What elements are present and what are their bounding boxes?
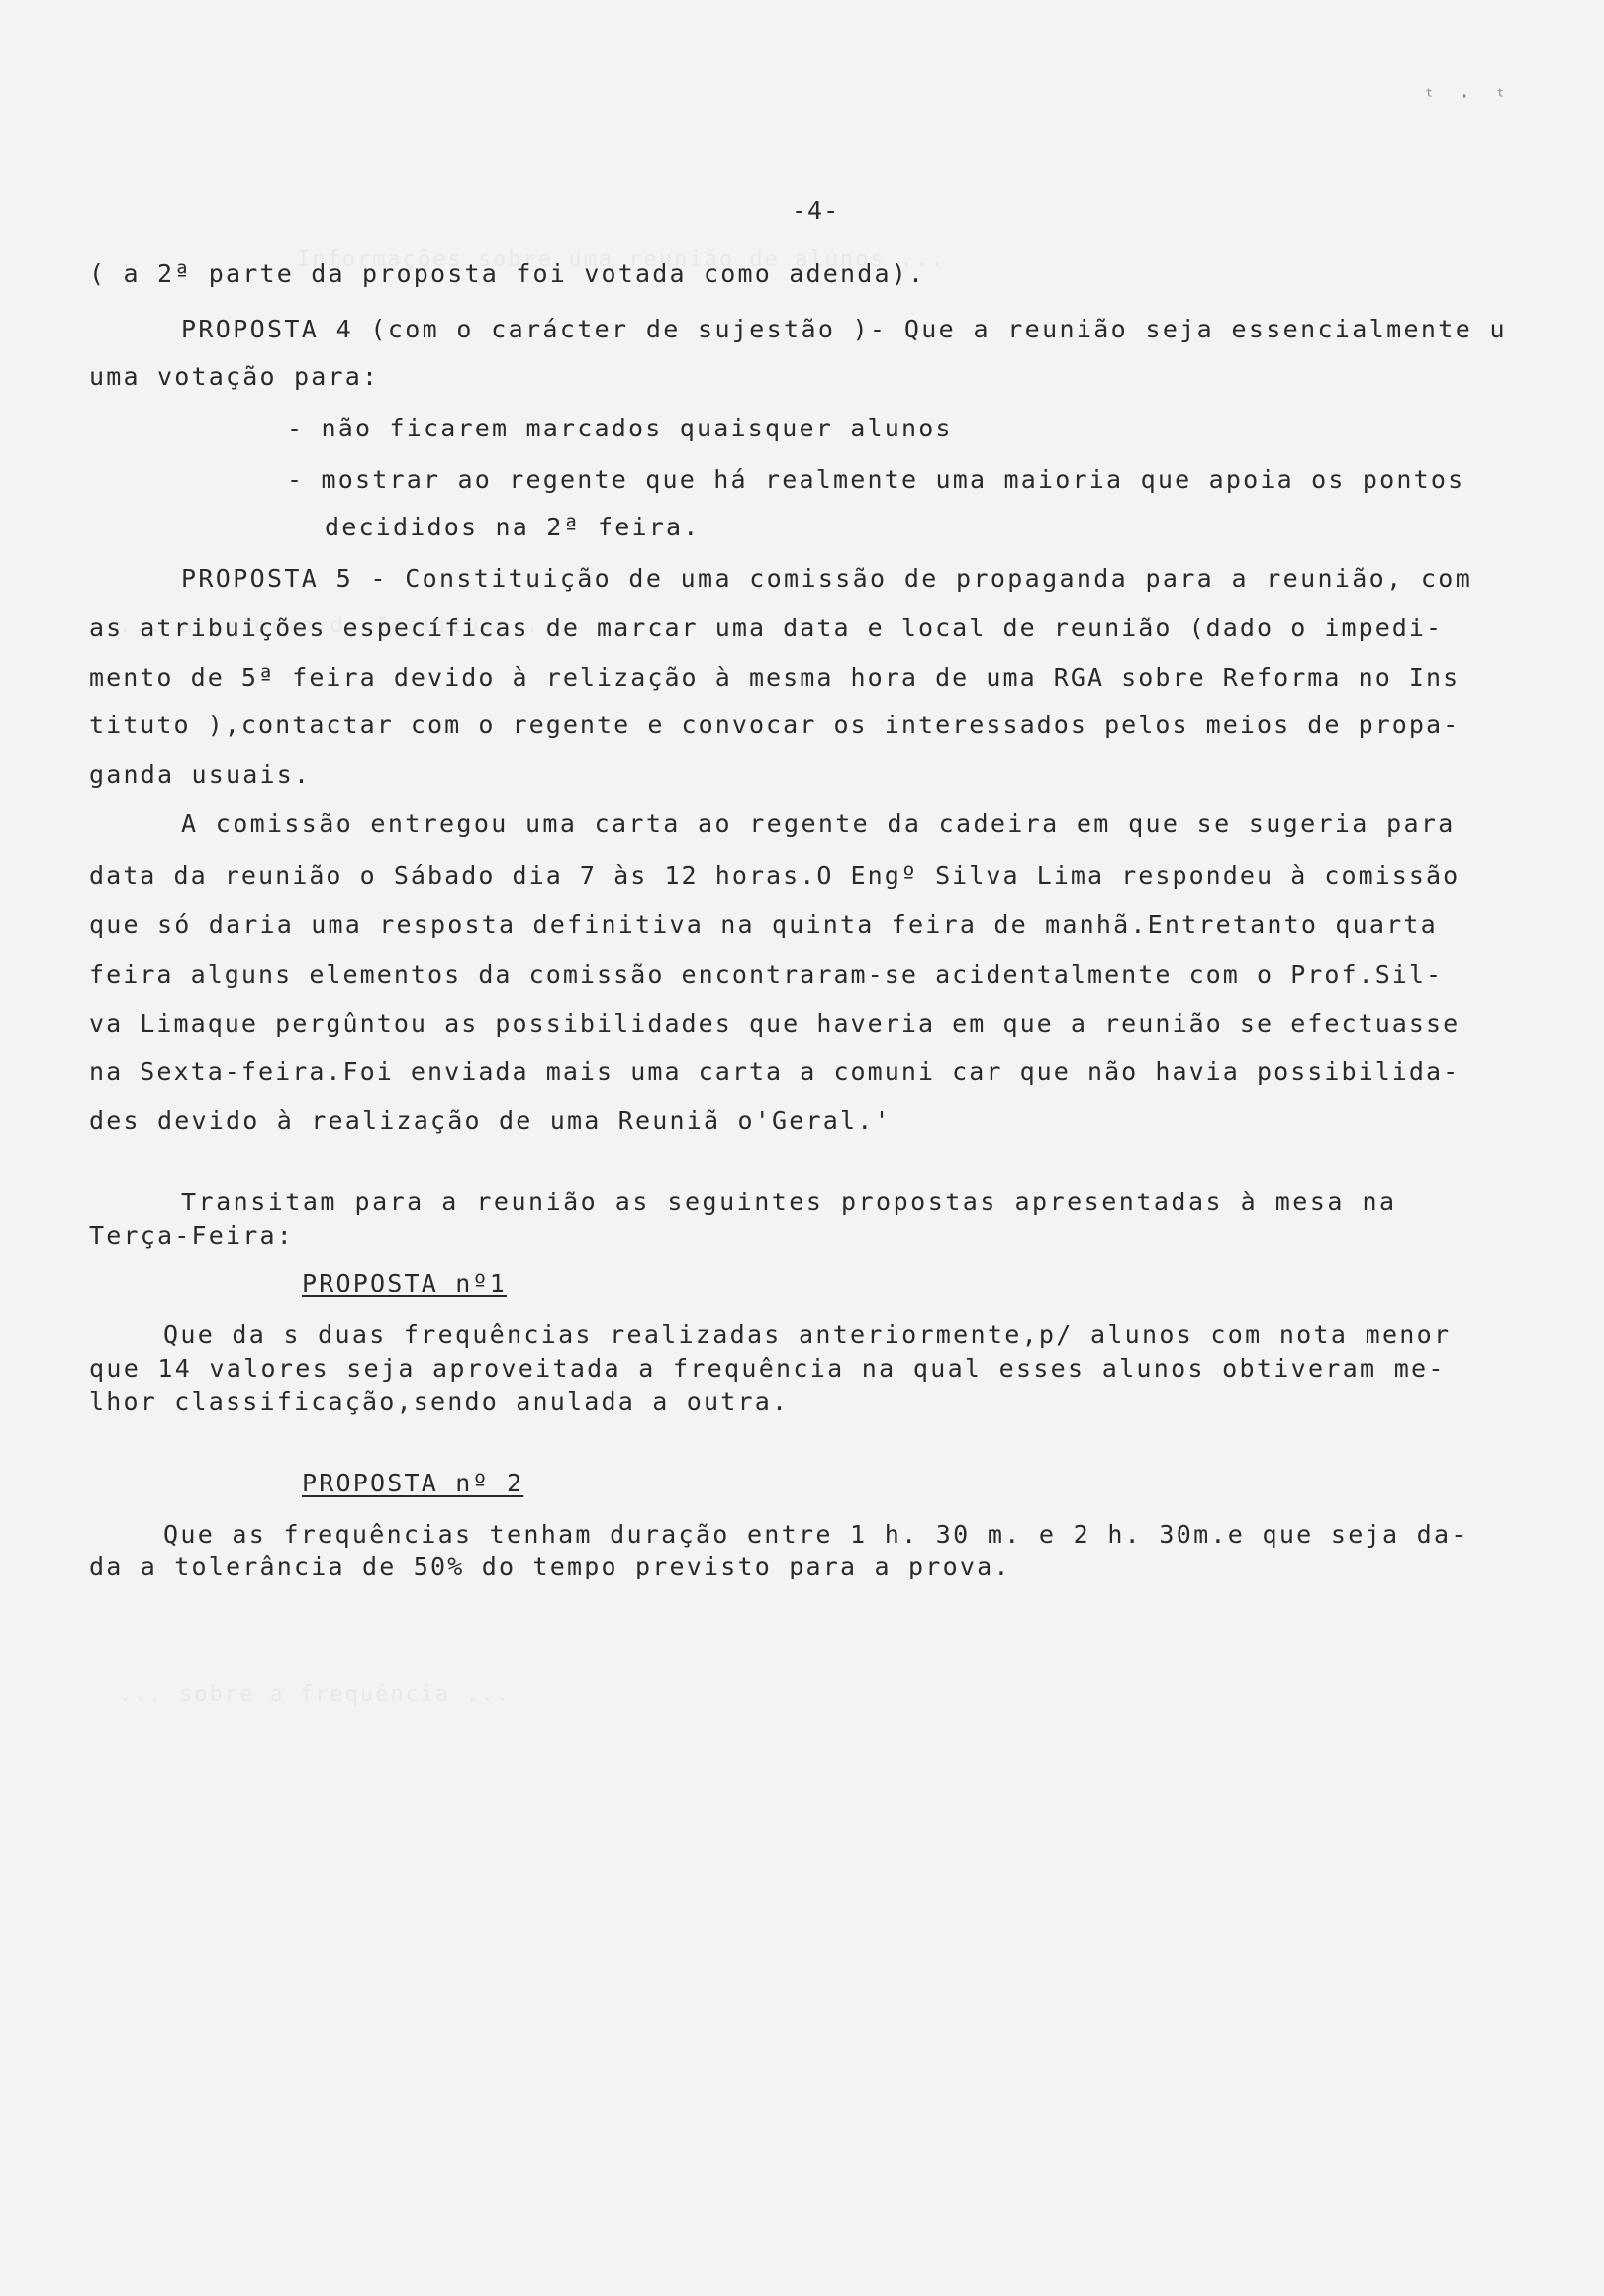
text-line: decididos na 2ª feira. xyxy=(325,513,701,541)
bullet-line: - não ficarem marcados quaisquer alunos xyxy=(287,414,953,442)
proposal-4-heading-line: PROPOSTA 4 (com o carácter de sujestão )- Que a reunião seja essencialmente u xyxy=(181,315,1507,343)
text-line: feira alguns elementos da comissão encontraram-se acidentalmente com o Prof.Sil- xyxy=(89,960,1444,989)
text-line: va Limaque pergûntou as possibilidades que haveria em que a reunião se efectuasse xyxy=(89,1009,1461,1038)
text-line: ( a 2ª parte da proposta foi votada como adenda). xyxy=(89,259,926,288)
text-line: A comissão entregou uma carta ao regente da cadeira em que se sugeria para xyxy=(181,810,1456,838)
text-line: lhor classificação,sendo anulada a outra. xyxy=(89,1387,790,1416)
text-line: Que as frequências tenham duração entre 1 h. 30 m. e 2 h. 30m.e que seja da- xyxy=(163,1520,1468,1549)
text-line: data da reunião o Sábado dia 7 às 12 horas.O Engº Silva Lima respondeu à comissão xyxy=(89,861,1461,890)
bullet-line: - mostrar ao regente que há realmente uma maioria que apoia os pontos xyxy=(287,465,1465,494)
text-line: que só daria uma resposta definitiva na quinta feira de manhã.Entretanto quarta xyxy=(89,910,1438,939)
proposal-1-heading: PROPOSTA nº1 xyxy=(302,1269,508,1297)
bleed-through-text xyxy=(119,1682,511,1707)
text-line: tituto ),contactar com o regente e convocar os interessados pelos meios de propa- xyxy=(89,711,1461,739)
text-line: na Sexta-feira.Foi enviada mais uma carta a comuni car que não havia possibilida- xyxy=(89,1057,1461,1086)
text-line: da a tolerância de 50% do tempo previsto para a prova. xyxy=(89,1552,1011,1580)
text-line: mento de 5ª feira devido à relização à mesma hora de uma RGA sobre Reforma no Ins xyxy=(89,663,1461,692)
text-line: des devido à realização de uma Reuniã o'Geral.' xyxy=(89,1106,892,1135)
text-line: Que da s duas frequências realizadas anteriormente,p/ alunos com nota menor xyxy=(163,1320,1452,1349)
text-line: uma votação para: xyxy=(89,362,380,391)
page-number: -4- xyxy=(792,196,840,225)
text-line: as atribuições específicas de marcar uma data e local de reunião (dado o impedi- xyxy=(89,614,1444,642)
text-line: Terça-Feira: xyxy=(89,1221,295,1250)
proposal-2-heading: PROPOSTA nº 2 xyxy=(302,1469,524,1497)
text-line: Transitam para a reunião as seguintes propostas apresentadas à mesa na xyxy=(181,1188,1397,1216)
proposal-5-heading-line: PROPOSTA 5 - Constituição de uma comissão de propaganda para a reunião, com xyxy=(181,564,1473,593)
text-line: que 14 valores seja aproveitada a frequência na qual esses alunos obtiveram me- xyxy=(89,1354,1446,1383)
corner-mark: ᵗ · ᵗ xyxy=(1423,84,1513,108)
text-line: ganda usuais. xyxy=(89,760,312,789)
